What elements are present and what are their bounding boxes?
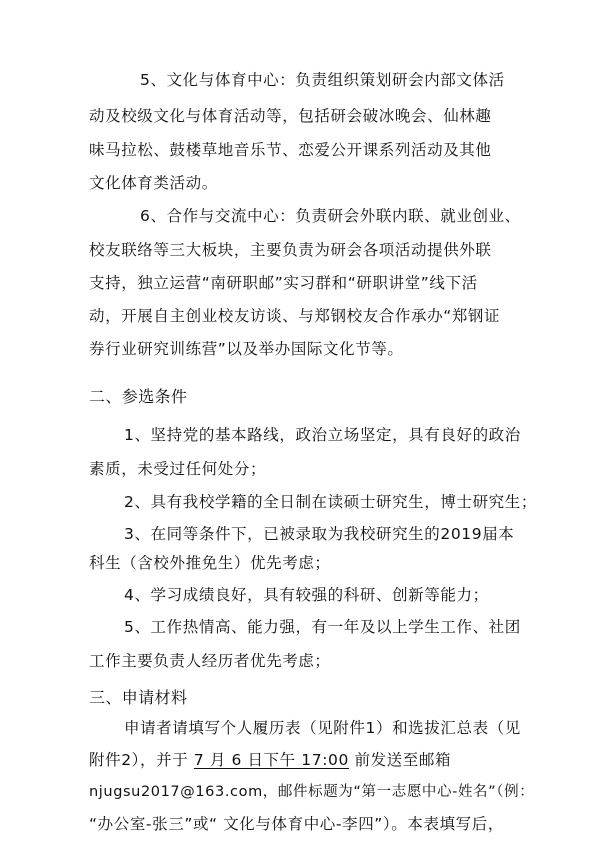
item-number: 5、 [140, 71, 167, 89]
materials-line-2: 附件2），并于 7 月 6 日下午 17:00 前发送至邮箱 [89, 751, 452, 769]
item-number: 6、 [140, 207, 167, 225]
materials-line-3: njugsu2017@163.com，邮件标题为“第一志愿中心-姓名”（例： [89, 784, 535, 800]
sec5-line-1 [140, 70, 505, 90]
condition-5-line-2: 工作主要负责人经历者优先考虑； [89, 652, 331, 670]
condition-3-line-1: 3、在同等条件下，已被录取为我校研究生的2019届本 [124, 525, 515, 543]
deadline-text: 7 月 6 日下午 17:00 [193, 751, 349, 769]
sec6-line-2: 校友联络等三大板块，主要负责为研会各项活动提供外联 [89, 241, 492, 259]
sec6-line-5: 券行业研究训练营”以及举办国际文化节等。 [89, 340, 404, 358]
sec5-line-3: 味马拉松、鼓楼草地音乐节、恋爱公开课系列活动及其他 [89, 141, 492, 159]
condition-1-line-1: 1、坚持党的基本路线，政治立场坚定，具有良好的政治 [124, 426, 521, 444]
materials-line-4: “办公室-张三”或“ 文化与体育中心-李四”）。本表填写后， [89, 815, 504, 833]
sec6-line-4: 动，开展自主创业校友访谈、与郑钢校友合作承办“郑钢证 [89, 307, 501, 325]
center-name: 文化与体育中心 [166, 71, 280, 89]
condition-4: 4、学习成绩良好，具有较强的科研、创新等能力； [124, 586, 489, 604]
sec5-line-4: 文化体育类活动。 [89, 174, 218, 192]
section-heading-materials: 三、申请材料 [89, 688, 188, 707]
sec5-line-2: 动及校级文化与体育活动等，包括研会破冰晚会、仙林趣 [89, 107, 492, 125]
center-description: ：负责研会外联内联、就业创业、 [279, 207, 521, 225]
sec6-line-3: 支持，独立运营“南研职邮”实习群和“研职讲堂”线下活 [89, 274, 478, 292]
section-heading-conditions: 二、参选条件 [89, 387, 188, 406]
center-name: 合作与交流中心 [166, 207, 280, 225]
condition-1-line-2: 素质，未受过任何处分； [89, 460, 267, 478]
condition-5-line-1: 5、工作热情高、能力强，有一年及以上学生工作、社团 [124, 618, 521, 636]
center-description: ：负责组织策划研会内部文体活 [279, 71, 505, 89]
sec6-line-1 [140, 206, 521, 226]
condition-3-line-2: 科生（含校外推免生）优先考虑； [89, 554, 331, 572]
condition-2: 2、具有我校学籍的全日制在读硕士研究生，博士研究生； [124, 493, 537, 511]
materials-line-1: 申请者请填写个人履历表（见附件1）和选拔汇总表（见 [124, 719, 521, 737]
